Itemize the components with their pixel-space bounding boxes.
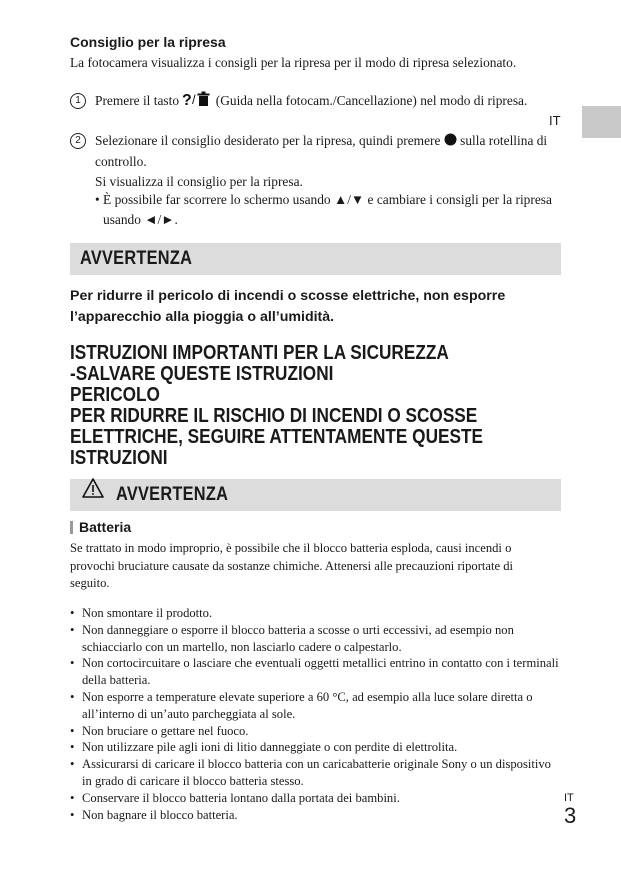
svg-text:?: ? (182, 92, 193, 107)
center-button-icon (444, 132, 457, 152)
battery-intro: Se trattato in modo improprio, è possibile che il blocco batteria esploda, causi incendi o provochi bruciature causate da sostanze chimiche. Attenersi alle precauzioni riportate di seguito. (70, 541, 514, 590)
step-2-number: 2 (70, 133, 86, 149)
safety-line: ISTRUZIONI (70, 446, 168, 469)
tip-body: La fotocamera visualizza i consigli per la ripresa per il modo di ripresa selezionato. (70, 55, 517, 70)
list-item: • Conservare il blocco batteria lontano dalla portata dei bambini. (70, 790, 562, 807)
safety-line: PERICOLO (70, 383, 160, 406)
safety-instructions (70, 342, 610, 468)
list-item: • Assicurarsi di caricare il blocco batteria con un caricabatterie originale Sony o un dispositivo in grado di caricare il blocco batteria stesso. (70, 756, 562, 790)
warning-1-text: Per ridurre il pericolo di incendi o scosse elettriche, non esporre l’apparecchio alla pioggia o all’umidità. (70, 288, 506, 325)
battery-heading (70, 519, 131, 535)
tip-heading: Consiglio per la ripresa (70, 34, 226, 50)
step-1 (70, 91, 560, 113)
step-1-text-pre: Premere il tasto (95, 93, 183, 109)
tip-bullet: • È possibile far scorrere lo schermo usando ▲/▼ e cambiare i consigli per la ripresa usando ◄/►. (95, 192, 552, 227)
battery-heading-text: Batteria (79, 519, 132, 535)
list-item: • Non esporre a temperature elevate superiore a 60 °C, ad esempio alla luce solare diretta o all’interno di un’auto parcheggiata al sole. (70, 689, 562, 723)
safety-line: ISTRUZIONI IMPORTANTI PER LA SICUREZZA (70, 341, 449, 364)
warning-banner-1-title: AVVERTENZA (80, 248, 193, 269)
warning-banner-1 (70, 243, 561, 275)
list-item: • Non smontare il prodotto. (70, 605, 562, 622)
list-item: • Non cortocircuitare o lasciare che eventuali oggetti metallici entrino in contatto con i terminali della batteria. (70, 655, 562, 689)
step-2 (70, 131, 560, 192)
warning-banner-2 (70, 479, 561, 511)
list-item: • Non bruciare o gettare nel fuoco. (70, 723, 562, 740)
list-item: • Non danneggiare o esporre il blocco batteria a scosse o urti eccessivi, ad esempio non schiacciarlo con un martello, non lasciarlo cadere o calpestarlo. (70, 622, 562, 656)
step-2-text-pre: Selezionare il consiglio desiderato per la ripresa, quindi premere (95, 133, 444, 148)
step-2-text-post: sulla rotellina di controllo. (95, 133, 548, 169)
svg-text:/: / (192, 92, 197, 107)
safety-line: ELETTRICHE, SEGUIRE ATTENTAMENTE QUESTE (70, 425, 483, 448)
safety-line: -SALVARE QUESTE ISTRUZIONI (70, 362, 334, 385)
step-2-line-2: Si visualizza il consiglio per la ripresa. (95, 173, 303, 189)
warning-triangle-icon (82, 477, 104, 509)
language-tab-label: IT (549, 113, 561, 128)
warning-banner-2-title: AVVERTENZA (115, 484, 228, 505)
safety-line: PER RIDURRE IL RISCHIO DI INCENDI O SCOSSE (70, 404, 478, 427)
footer-language: IT (564, 792, 574, 804)
language-tab-marker (582, 106, 621, 138)
battery-precautions-list (70, 605, 562, 823)
page-number: 3 (564, 803, 577, 828)
help-trash-icon (182, 91, 212, 113)
step-1-number: 1 (70, 93, 86, 109)
step-1-text-post: (Guida nella fotocam./Cancellazione) nel modo di ripresa. (212, 93, 528, 109)
list-item: • Non utilizzare pile agli ioni di litio danneggiate o con perdite di elettrolita. (70, 739, 562, 756)
list-item: • Non bagnare il blocco batteria. (70, 807, 562, 824)
